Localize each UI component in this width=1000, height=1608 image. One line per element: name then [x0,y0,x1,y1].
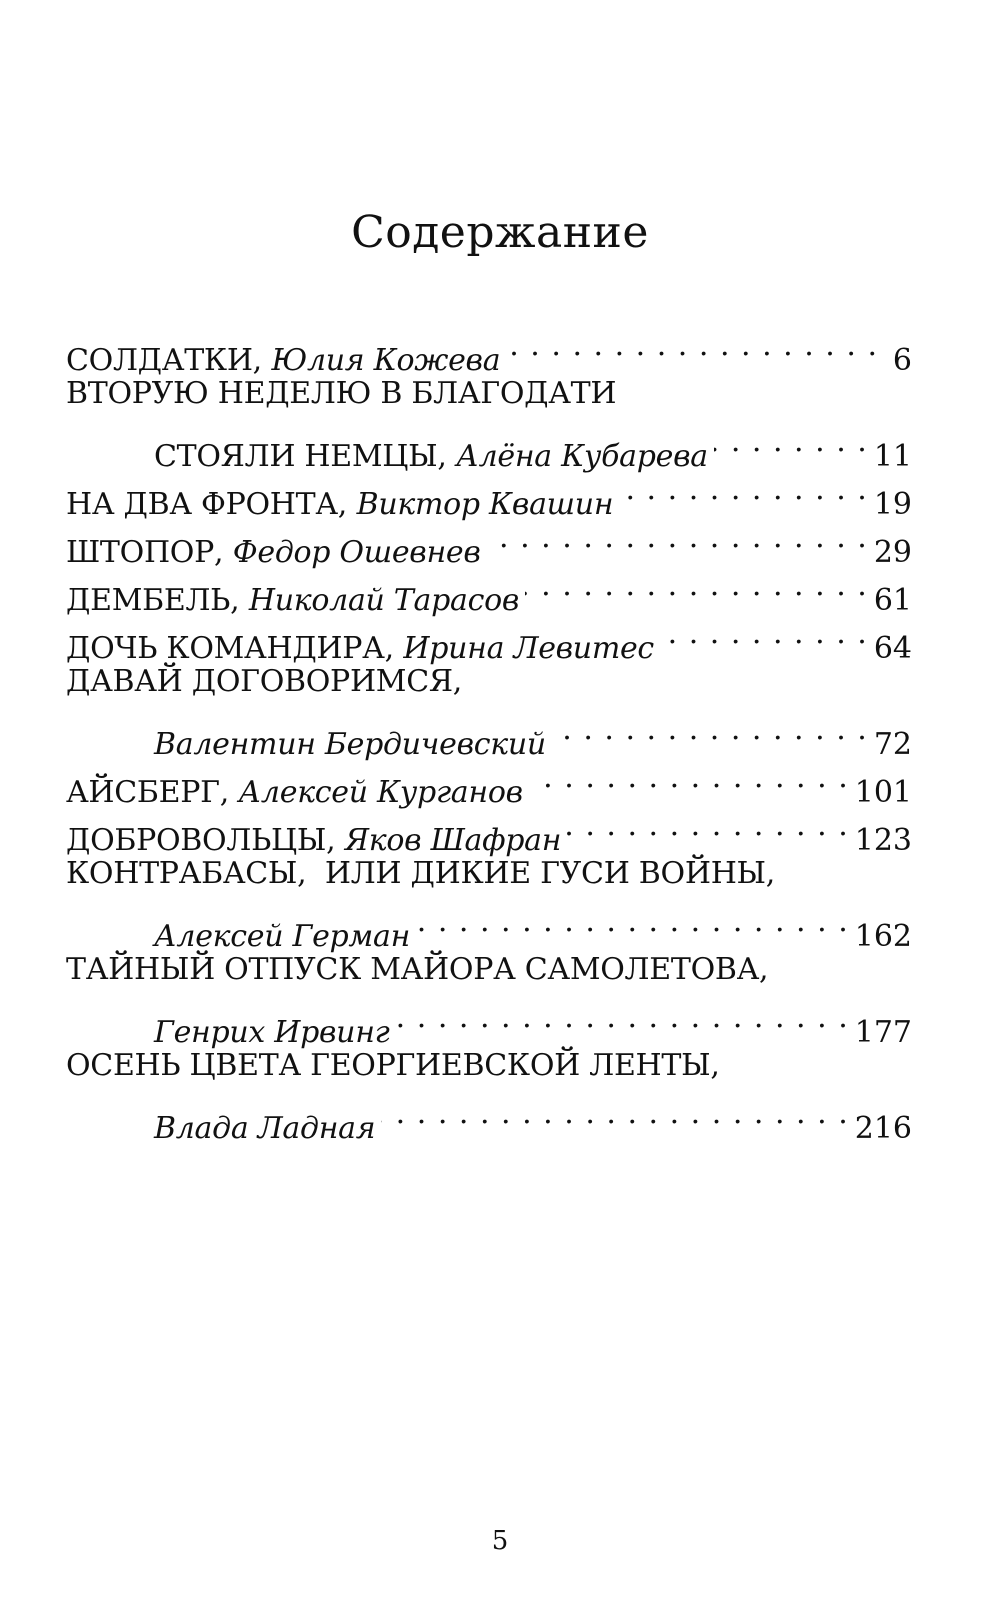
entry-title: ВТОРУЮ НЕДЕЛЮ В БЛАГОДАТИ [66,376,617,411]
entry-author: Федор Ошевнев [232,535,481,570]
entry-title: ОСЕНЬ ЦВЕТА ГЕОРГИЕВСКОЙ ЛЕНТЫ, [66,1048,720,1083]
leader-dots [506,322,878,370]
entry-title: ТАЙНЫЙ ОТПУСК МАЙОРА САМОЛЕТОВА, [66,952,769,987]
entry-page: 29 [873,535,912,570]
leader-dots [416,898,849,946]
entry-author: Алексей Курганов [238,775,523,810]
entry-page: 177 [854,1015,912,1050]
toc-entry-7-line2 [66,706,912,762]
entry-author: Юлия Кожева [271,343,501,378]
entry-page: 72 [873,727,912,762]
entry-title: ШТОПОР, [66,535,224,570]
toc-entry-12-line1 [66,1042,912,1090]
entry-title-continued: СТОЯЛИ НЕМЦЫ, [154,439,447,474]
entry-author: Алёна Кубарева [456,439,708,474]
entry-title: ДЕМБЕЛЬ, [66,583,240,618]
entry-title: АЙСБЕРГ, [66,775,229,810]
leader-dots [487,514,868,562]
leader-dots [660,610,868,658]
leader-dots [552,706,868,754]
page-title: Содержание [351,207,649,259]
toc-entry-2-line2 [66,418,912,474]
entry-page: 162 [854,919,912,954]
entry-page: 123 [854,823,912,858]
entry-author: Алексей Герман [154,919,411,954]
toc-entry-11-line1 [66,946,912,994]
entry-author: Влада Ладная [154,1111,376,1146]
toc-entry-11-line2 [66,994,912,1050]
page-number: 5 [491,1526,509,1556]
entry-author: Генрих Ирвинг [154,1015,390,1050]
leader-dots [567,802,849,850]
leader-dots [396,994,849,1042]
entry-page: 11 [873,439,912,474]
entry-page: 64 [873,631,912,666]
entry-title: КОНТРАБАСЫ, ИЛИ ДИКИЕ ГУСИ ВОЙНЫ, [66,856,776,891]
leader-dots [381,1090,848,1138]
entry-title: ДОЧЬ КОМАНДИРА, [66,631,394,666]
toc-entry-10-line1 [66,850,912,898]
toc-entry-10-line2 [66,898,912,954]
leader-dots [714,418,868,466]
entry-page: 61 [873,583,912,618]
leader-dots [619,466,868,514]
entry-page: 101 [854,775,912,810]
entry-author: Виктор Квашин [356,487,614,522]
toc-entry-2-line1 [66,370,912,418]
entry-title: НА ДВА ФРОНТА, [66,487,348,522]
entry-page: 216 [854,1111,912,1146]
entry-title: ДАВАЙ ДОГОВОРИМСЯ, [66,664,463,699]
entry-author: Валентин Бердичевский [154,727,546,762]
leader-dots [525,562,868,610]
entry-author: Николай Тарасов [248,583,520,618]
entry-page: 19 [873,487,912,522]
entry-title: СОЛДАТКИ, [66,343,262,378]
table-of-contents [66,322,912,1146]
entry-title: ДОБРОВОЛЬЦЫ, [66,823,336,858]
entry-author: Ирина Левитес [403,631,654,666]
toc-entry-1 [66,322,912,378]
entry-author: Яков Шафран [344,823,562,858]
leader-dots [529,754,849,802]
toc-entry-12-line2 [66,1090,912,1146]
entry-page: 6 [892,343,912,378]
